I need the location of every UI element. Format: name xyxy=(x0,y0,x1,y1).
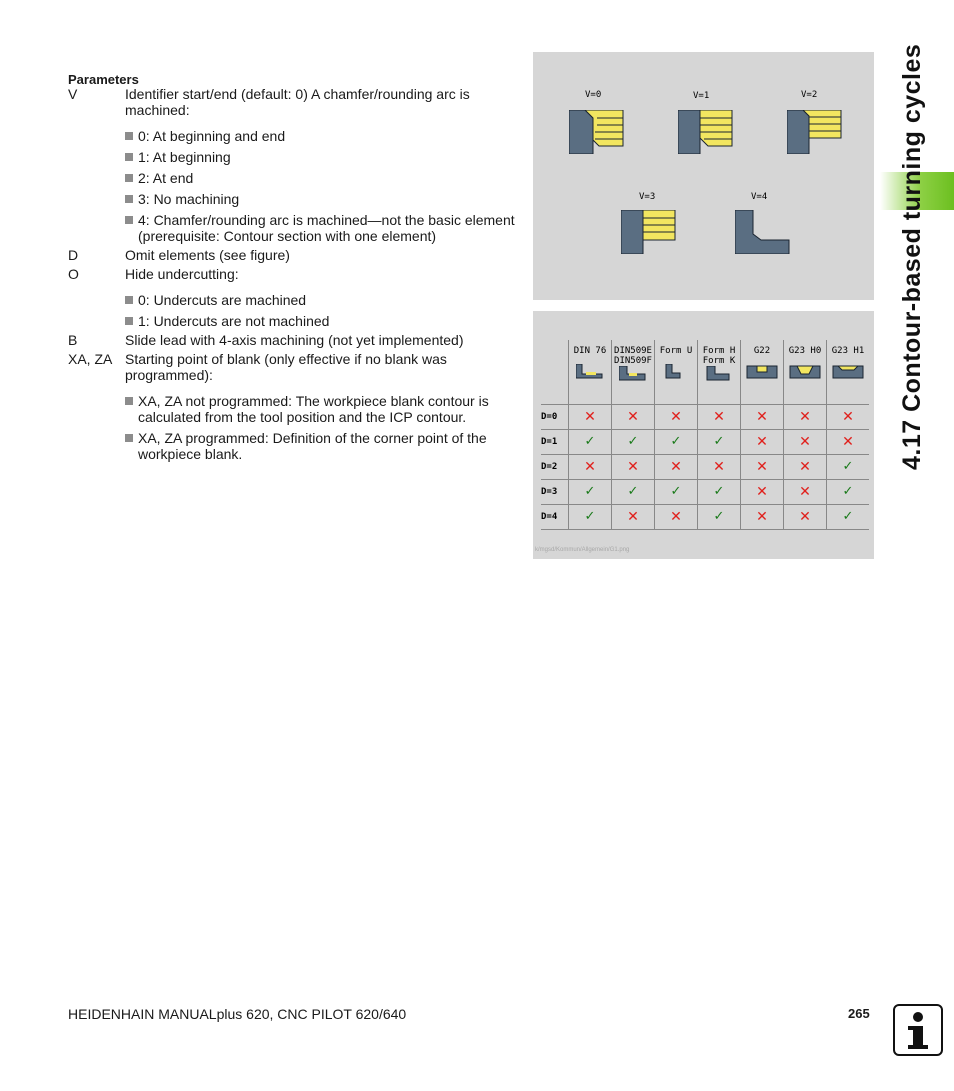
workpiece-v2-graphic xyxy=(787,110,843,154)
option-xaza-programmed: XA, ZA programmed: Definition of the corner point of the workpiece blank. xyxy=(125,430,513,462)
footer-publication: HEIDENHAIN MANUALplus 620, CNC PILOT 620/640 xyxy=(68,1006,407,1022)
figure-label-v3: V=3 xyxy=(639,192,656,202)
figure-footnote: k/mgsd/Kommun/Allgemein/G1.png xyxy=(535,547,630,553)
cross-mark-icon: ✕ xyxy=(612,454,655,479)
option-v0: 0: At beginning and end xyxy=(125,128,508,144)
cross-mark-icon: ✕ xyxy=(784,454,827,479)
cross-mark-icon: ✕ xyxy=(784,429,827,454)
check-mark-icon: ✓ xyxy=(569,504,612,529)
check-mark-icon: ✓ xyxy=(827,479,870,504)
bullet-icon xyxy=(125,216,133,224)
param-term-d: D xyxy=(68,247,79,263)
check-mark-icon: ✓ xyxy=(698,504,741,529)
check-mark-icon: ✓ xyxy=(569,429,612,454)
option-xaza-not-programmed: XA, ZA not programmed: The workpiece blank contour is calculated from the tool position and the ICP contour. xyxy=(125,393,513,425)
check-mark-icon: ✓ xyxy=(698,429,741,454)
row-label: D=4 xyxy=(541,504,569,529)
cross-mark-icon: ✕ xyxy=(741,504,784,529)
undercut-din76-icon xyxy=(576,364,604,380)
option-v3: 3: No machining xyxy=(125,191,508,207)
check-mark-icon: ✓ xyxy=(655,429,698,454)
chapter-title: 4.17 Contour-based turning cycles xyxy=(898,43,926,470)
row-label: D=2 xyxy=(541,454,569,479)
table-header-cell: G23 H0 xyxy=(784,340,827,404)
workpiece-v0-graphic xyxy=(569,110,625,154)
table-header-cell: Form H Form K xyxy=(698,340,741,404)
param-desc-b: Slide lead with 4-axis machining (not yet implemented) xyxy=(125,332,464,348)
page-number: 265 xyxy=(848,1006,870,1021)
table-header-cell: DIN 76 xyxy=(569,340,612,404)
workpiece-v3-graphic xyxy=(621,210,677,254)
figure-label-v2: V=2 xyxy=(801,90,818,100)
check-mark-icon: ✓ xyxy=(655,479,698,504)
undercut-form-u-icon xyxy=(662,364,690,380)
param-desc-xaza: Starting point of blank (only effective if no blank was programmed): xyxy=(125,351,447,383)
table-header-cell: G23 H1 xyxy=(827,340,870,404)
table-header-cell: DIN509E DIN509F xyxy=(612,340,655,404)
cross-mark-icon: ✕ xyxy=(655,404,698,429)
undercut-g22-icon xyxy=(746,364,778,380)
cross-mark-icon: ✕ xyxy=(784,504,827,529)
cross-mark-icon: ✕ xyxy=(698,404,741,429)
cross-mark-icon: ✕ xyxy=(612,404,655,429)
option-o0: 0: Undercuts are machined xyxy=(125,292,508,308)
figure-d-elements xyxy=(533,311,874,559)
check-mark-icon: ✓ xyxy=(698,479,741,504)
table-header-cell: G22 xyxy=(741,340,784,404)
bullet-icon xyxy=(125,195,133,203)
workpiece-v1-graphic xyxy=(678,110,734,154)
param-desc-v: Identifier start/end (default: 0) A chamfer/rounding arc is machined: xyxy=(125,86,470,118)
parameters-heading: Parameters xyxy=(68,72,139,87)
param-term-v: V xyxy=(68,86,78,102)
bullet-icon xyxy=(125,153,133,161)
row-label: D=3 xyxy=(541,479,569,504)
workpiece-v4-graphic xyxy=(735,210,791,254)
figure-label-v4: V=4 xyxy=(751,192,768,202)
cross-mark-icon: ✕ xyxy=(741,454,784,479)
cross-mark-icon: ✕ xyxy=(612,504,655,529)
figure-label-v0: V=0 xyxy=(585,90,602,100)
bullet-icon xyxy=(125,434,133,442)
option-v1: 1: At beginning xyxy=(125,149,508,165)
row-label: D=0 xyxy=(541,404,569,429)
table-row xyxy=(541,479,869,504)
table-header-row xyxy=(541,340,869,404)
cross-mark-icon: ✕ xyxy=(741,404,784,429)
cross-mark-icon: ✕ xyxy=(741,479,784,504)
cross-mark-icon: ✕ xyxy=(784,404,827,429)
check-mark-icon: ✓ xyxy=(827,504,870,529)
bullet-icon xyxy=(125,397,133,405)
table-row xyxy=(541,454,869,479)
cross-mark-icon: ✕ xyxy=(569,454,612,479)
figure-label-v1: V=1 xyxy=(693,91,710,101)
cross-mark-icon: ✕ xyxy=(741,429,784,454)
option-v4: 4: Chamfer/rounding arc is machined—not the basic element (prerequisite: Contour section with one element) xyxy=(125,212,523,244)
param-term-o: O xyxy=(68,266,79,282)
undercut-din509-icon xyxy=(619,366,647,382)
undercut-g23-h0-icon xyxy=(789,364,821,380)
undercut-g23-h1-icon xyxy=(832,364,864,380)
param-term-xaza: XA, ZA xyxy=(68,351,113,367)
param-term-b: B xyxy=(68,332,78,348)
info-icon xyxy=(893,1004,943,1056)
cross-mark-icon: ✕ xyxy=(655,504,698,529)
check-mark-icon: ✓ xyxy=(612,429,655,454)
cross-mark-icon: ✕ xyxy=(569,404,612,429)
d-elements-table xyxy=(541,340,869,530)
param-desc-d: Omit elements (see figure) xyxy=(125,247,290,263)
option-o1: 1: Undercuts are not machined xyxy=(125,313,508,329)
table-row xyxy=(541,504,869,529)
param-desc-o: Hide undercutting: xyxy=(125,266,239,282)
table-row xyxy=(541,404,869,429)
bullet-icon xyxy=(125,174,133,182)
bullet-icon xyxy=(125,317,133,325)
check-mark-icon: ✓ xyxy=(569,479,612,504)
undercut-form-h-icon xyxy=(705,366,733,382)
row-label: D=1 xyxy=(541,429,569,454)
cross-mark-icon: ✕ xyxy=(655,454,698,479)
cross-mark-icon: ✕ xyxy=(784,479,827,504)
cross-mark-icon: ✕ xyxy=(827,404,870,429)
figure-v-options xyxy=(533,52,874,300)
table-row xyxy=(541,429,869,454)
cross-mark-icon: ✕ xyxy=(698,454,741,479)
table-header-cell: Form U xyxy=(655,340,698,404)
cross-mark-icon: ✕ xyxy=(827,429,870,454)
option-v2: 2: At end xyxy=(125,170,508,186)
bullet-icon xyxy=(125,296,133,304)
bullet-icon xyxy=(125,132,133,140)
check-mark-icon: ✓ xyxy=(612,479,655,504)
check-mark-icon: ✓ xyxy=(827,454,870,479)
